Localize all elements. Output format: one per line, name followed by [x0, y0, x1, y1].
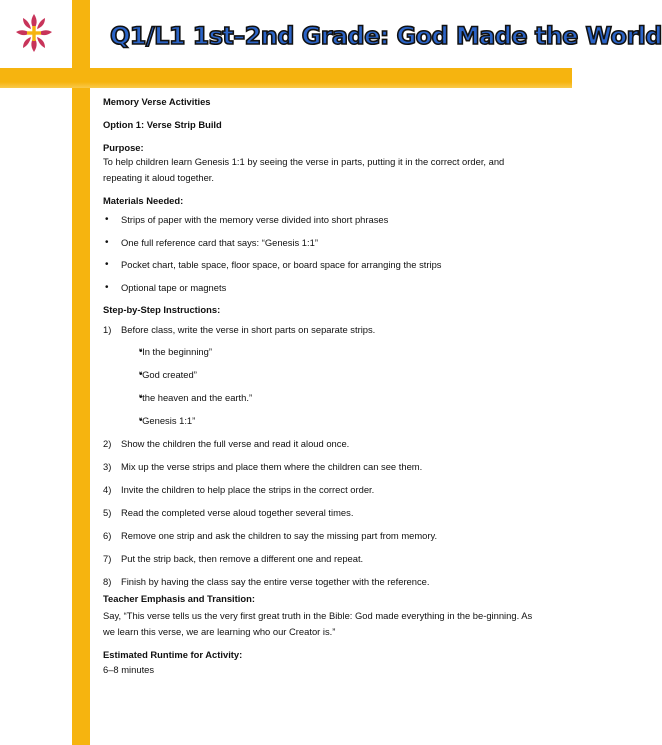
- purpose-label: Purpose:: [103, 142, 144, 153]
- step-number: 4): [103, 484, 112, 495]
- step-text: Show the children the full verse and read it aloud once.: [121, 438, 350, 449]
- step-text: Invite the children to help place the strips in the correct order.: [121, 484, 375, 495]
- step-text: Remove one strip and ask the children to say the missing part from memory.: [121, 530, 438, 541]
- list-item: • “God created”: [121, 369, 543, 381]
- list-item: [103, 530, 543, 542]
- step-number: 2): [103, 438, 112, 449]
- steps-list: [103, 324, 543, 588]
- section-heading: Memory Verse Activities: [103, 96, 211, 107]
- list-item: • “the heaven and the earth.”: [121, 392, 543, 404]
- list-item: • Optional tape or magnets: [103, 282, 543, 294]
- list-item: • One full reference card that says: “Genesis 1:1”: [103, 237, 543, 249]
- runtime-text: 6–8 minutes: [103, 664, 155, 675]
- step-number: 1): [103, 324, 112, 335]
- list-item: [103, 484, 543, 496]
- runtime-label: Estimated Runtime for Activity:: [103, 649, 243, 660]
- option-title: Option 1: Verse Strip Build: [103, 119, 222, 130]
- list-item: [103, 438, 543, 450]
- step-number: 3): [103, 461, 112, 472]
- list-item: [103, 553, 543, 565]
- emphasis-label: Teacher Emphasis and Transition:: [103, 593, 255, 604]
- materials-list: [103, 214, 543, 294]
- list-item: • Pocket chart, table space, floor space, or board space for arranging the strips: [103, 259, 543, 271]
- list-item: • Strips of paper with the memory verse divided into short phrases: [103, 214, 543, 226]
- verse-phrases-list: [121, 346, 543, 427]
- flame-cross-logo-icon: [14, 12, 54, 54]
- document-body: [103, 96, 543, 676]
- step-text: Before class, write the verse in short parts on separate strips.: [121, 324, 376, 335]
- list-item: [103, 461, 543, 473]
- step-number: 6): [103, 530, 112, 541]
- list-item: [103, 507, 543, 519]
- purpose-text: To help children learn Genesis 1:1 by seeing the verse in parts, putting it in the correct order, and repeating it aloud together.: [103, 156, 505, 183]
- step-text: Put the strip back, then remove a different one and repeat.: [121, 553, 364, 564]
- list-item: [103, 576, 543, 588]
- materials-label: Materials Needed:: [103, 195, 184, 206]
- step-number: 7): [103, 553, 112, 564]
- cross-horizontal-bar: [0, 68, 572, 88]
- list-item: • “Genesis 1:1”: [121, 415, 543, 427]
- cross-vertical-bar: [72, 0, 90, 745]
- list-item: • “In the beginning”: [121, 346, 543, 358]
- step-number: 5): [103, 507, 112, 518]
- emphasis-text: Say, “This verse tells us the very first great truth in the Bible: God made everything in the be-ginning. As we learn this verse, we are learning who our Creator is.”: [103, 610, 533, 637]
- list-item: [103, 324, 543, 427]
- step-text: Mix up the verse strips and place them where the children can see them.: [121, 461, 423, 472]
- step-text: Finish by having the class say the entire verse together with the reference.: [121, 576, 430, 587]
- steps-label: Step-by-Step Instructions:: [103, 304, 221, 315]
- page-title: Q1/L1 1st–2nd Grade: God Made the World: [110, 22, 662, 50]
- step-text: Read the completed verse aloud together several times.: [121, 507, 354, 518]
- step-number: 8): [103, 576, 112, 587]
